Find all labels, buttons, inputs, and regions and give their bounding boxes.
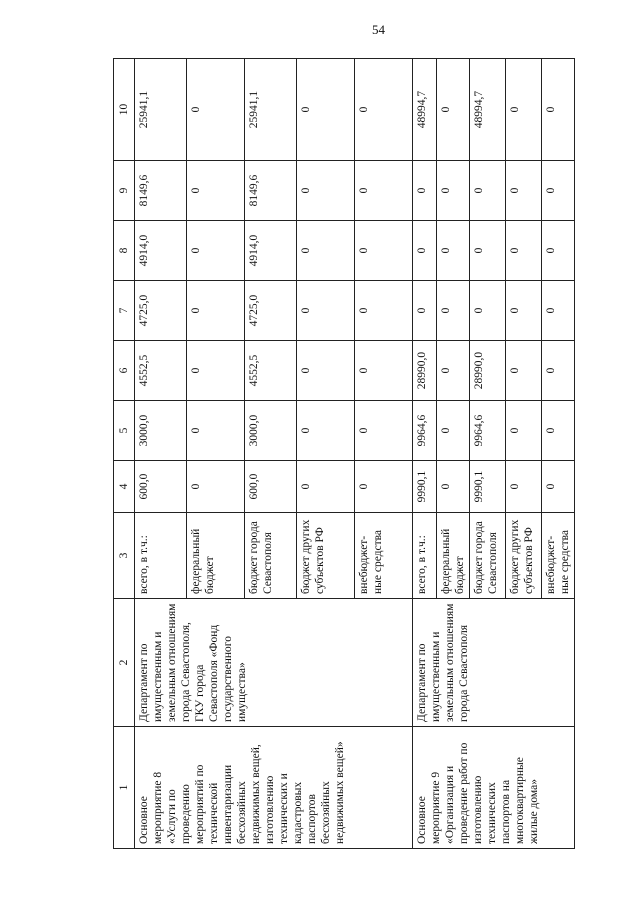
funding-source: бюджет города Севастополя — [470, 513, 506, 599]
value-cell: 0 — [506, 59, 542, 161]
column-header: 1 — [114, 727, 135, 849]
value-cell: 0 — [542, 161, 575, 221]
column-header: 4 — [114, 461, 135, 513]
value-cell: 0 — [506, 341, 542, 401]
column-header: 6 — [114, 341, 135, 401]
value-cell: 0 — [187, 221, 245, 281]
funding-table — [113, 58, 575, 849]
value-cell: 0 — [506, 461, 542, 513]
value-cell: 4725,0 — [135, 281, 187, 341]
value-cell: 3000,0 — [245, 401, 297, 461]
value-cell: 4725,0 — [245, 281, 297, 341]
value-cell: 0 — [437, 401, 470, 461]
value-cell: 0 — [355, 59, 413, 161]
rotated-table-area — [113, 59, 572, 849]
table-row — [135, 59, 187, 849]
value-cell: 0 — [187, 341, 245, 401]
value-cell: 0 — [542, 401, 575, 461]
funding-source: бюджет других субъектов РФ — [297, 513, 355, 599]
value-cell: 25941,1 — [135, 59, 187, 161]
value-cell: 0 — [542, 59, 575, 161]
measure-name: Основное мероприятие 9 «Организация и проведение работ по изготовлению технических паспортов на многоквартирные жилые дома» — [413, 727, 575, 849]
value-cell: 0 — [297, 461, 355, 513]
rotated-table-frame — [113, 59, 572, 849]
value-cell: 0 — [355, 401, 413, 461]
value-cell: 8149,6 — [135, 161, 187, 221]
value-cell: 0 — [506, 401, 542, 461]
column-header: 8 — [114, 221, 135, 281]
column-header: 7 — [114, 281, 135, 341]
value-cell: 0 — [297, 401, 355, 461]
value-cell: 4552,5 — [135, 341, 187, 401]
value-cell: 0 — [355, 161, 413, 221]
value-cell: 9990,1 — [413, 461, 437, 513]
column-header: 9 — [114, 161, 135, 221]
measure-name: Основное мероприятие 8 «Услуги по проведению мероприятий по технической инвентаризации бесхозяйных недвижимых вещей, изготовлению технических и кадастровых паспортов бесхозяйных недвижимых вещей» — [135, 727, 413, 849]
value-cell: 25941,1 — [245, 59, 297, 161]
value-cell: 0 — [355, 461, 413, 513]
value-cell: 0 — [470, 281, 506, 341]
value-cell: 0 — [542, 461, 575, 513]
value-cell: 4914,0 — [135, 221, 187, 281]
value-cell: 0 — [355, 221, 413, 281]
funding-source: всего, в т.ч.: — [413, 513, 437, 599]
value-cell: 4914,0 — [245, 221, 297, 281]
column-header: 5 — [114, 401, 135, 461]
value-cell: 0 — [437, 59, 470, 161]
executor: Департамент по имущественным и земельным отношениям города Севастополя — [413, 599, 575, 727]
value-cell: 600,0 — [245, 461, 297, 513]
value-cell: 0 — [542, 281, 575, 341]
value-cell: 48994,7 — [413, 59, 437, 161]
value-cell: 0 — [437, 161, 470, 221]
value-cell: 9964,6 — [470, 401, 506, 461]
value-cell: 0 — [187, 59, 245, 161]
value-cell: 0 — [542, 341, 575, 401]
value-cell: 0 — [437, 221, 470, 281]
value-cell: 0 — [297, 341, 355, 401]
value-cell: 0 — [506, 161, 542, 221]
table-row — [413, 59, 437, 849]
column-header: 2 — [114, 599, 135, 727]
value-cell: 28990,0 — [413, 341, 437, 401]
value-cell: 0 — [297, 161, 355, 221]
funding-source: всего, в т.ч.: — [135, 513, 187, 599]
funding-source: бюджет города Севастополя — [245, 513, 297, 599]
value-cell: 0 — [187, 461, 245, 513]
value-cell: 0 — [413, 281, 437, 341]
value-cell: 3000,0 — [135, 401, 187, 461]
value-cell: 0 — [413, 161, 437, 221]
value-cell: 9964,6 — [413, 401, 437, 461]
value-cell: 0 — [542, 221, 575, 281]
value-cell: 0 — [506, 221, 542, 281]
value-cell: 0 — [437, 461, 470, 513]
value-cell: 0 — [187, 281, 245, 341]
page-number: 54 — [372, 22, 385, 37]
value-cell: 0 — [355, 281, 413, 341]
column-header: 3 — [114, 513, 135, 599]
value-cell: 9990,1 — [470, 461, 506, 513]
value-cell: 0 — [437, 341, 470, 401]
funding-source: федеральный бюджет — [437, 513, 470, 599]
value-cell: 0 — [470, 221, 506, 281]
executor: Департамент по имущественным и земельным отношениям города Севастополя, ГКУ города Севастополя «Фонд государственного имущества» — [135, 599, 413, 727]
value-cell: 28990,0 — [470, 341, 506, 401]
value-cell: 0 — [297, 221, 355, 281]
value-cell: 0 — [437, 281, 470, 341]
value-cell: 0 — [187, 161, 245, 221]
value-cell: 4552,5 — [245, 341, 297, 401]
value-cell: 0 — [187, 401, 245, 461]
value-cell: 0 — [506, 281, 542, 341]
funding-source: бюджет других субъектов РФ — [506, 513, 542, 599]
value-cell: 0 — [470, 161, 506, 221]
funding-source: внебюджет-ные средства — [355, 513, 413, 599]
value-cell: 0 — [297, 281, 355, 341]
funding-source: федеральный бюджет — [187, 513, 245, 599]
value-cell: 0 — [355, 341, 413, 401]
value-cell: 0 — [297, 59, 355, 161]
value-cell: 48994,7 — [470, 59, 506, 161]
column-header: 10 — [114, 59, 135, 161]
value-cell: 8149,6 — [245, 161, 297, 221]
header-row — [114, 59, 135, 849]
value-cell: 600,0 — [135, 461, 187, 513]
funding-source: внебюджет-ные средства — [542, 513, 575, 599]
value-cell: 0 — [413, 221, 437, 281]
